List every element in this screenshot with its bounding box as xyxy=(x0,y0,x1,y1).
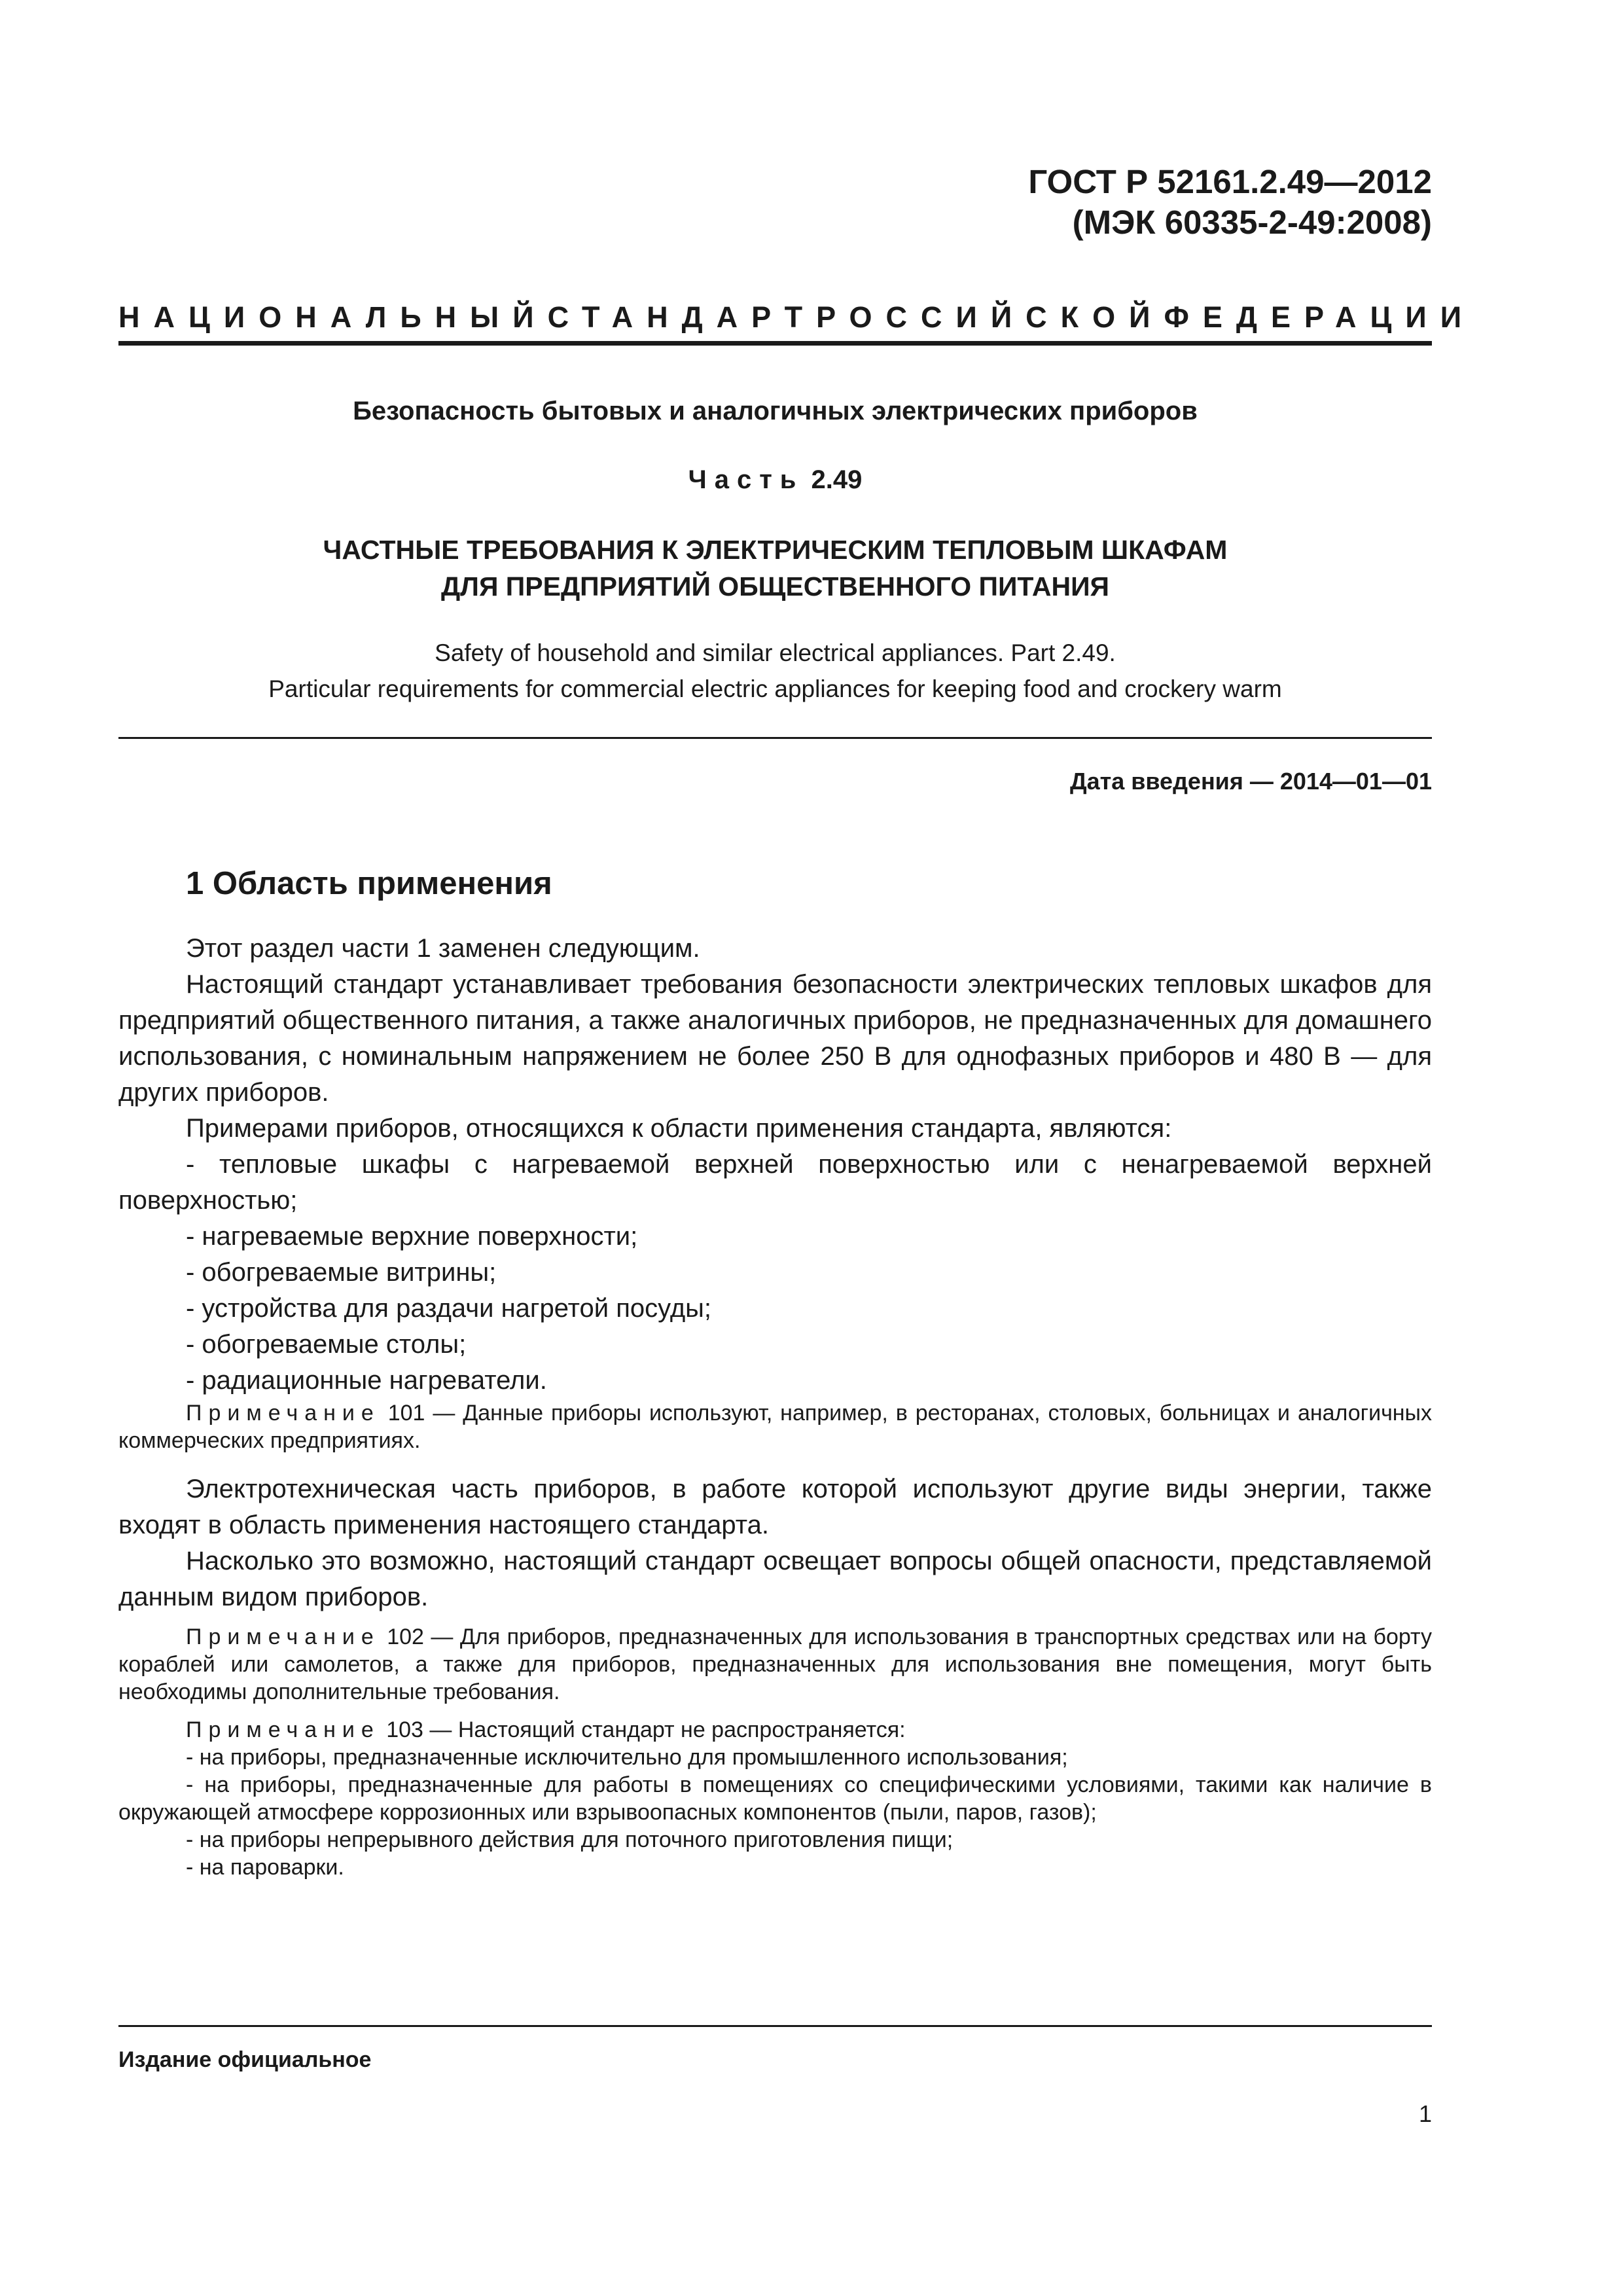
paragraph: Примерами приборов, относящихся к области применения стандарта, являются: xyxy=(186,1114,1172,1143)
banner-word: СТАНДАРТ xyxy=(547,300,817,334)
banner-word: РОССИЙСКОЙ xyxy=(816,300,1164,334)
note-list-item: - на приборы, предназначенные для работы в помещениях со специфическими условиями, такими как наличие в окружающей атмосфере коррозионных или взрывоопасных компонентов (пыли, паров, газов); xyxy=(118,1772,1432,1825)
english-title xyxy=(118,635,1432,707)
banner-rule xyxy=(118,341,1432,346)
note-list-item: - на пароварки. xyxy=(186,1855,344,1880)
paragraph: Электротехническая часть приборов, в работе которой используют другие виды энергии, также входят в область применения настоящего стандарта. xyxy=(118,1475,1432,1539)
section-body-part2 xyxy=(118,1471,1432,1615)
section-body-part1 xyxy=(118,931,1432,1399)
note-text: 101 — Данные приборы используют, например, в ресторанах, столовых, больницах и аналогичных коммерческих предприятиях. xyxy=(118,1401,1432,1453)
footer-rule xyxy=(118,2025,1432,2027)
particular-title-line1: ЧАСТНЫЕ ТРЕБОВАНИЯ К ЭЛЕКТРИЧЕСКИМ ТЕПЛОВЫМ ШКАФАМ xyxy=(323,535,1228,565)
note-101 xyxy=(118,1399,1432,1454)
part-word: Часть xyxy=(688,465,804,494)
list-item: - нагреваемые верхние поверхности; xyxy=(186,1222,638,1251)
banner-word: НАЦИОНАЛЬНЫЙ xyxy=(118,300,548,334)
list-item: - радиационные нагреватели. xyxy=(186,1366,547,1395)
paragraph: Насколько это возможно, настоящий стандарт освещает вопросы общей опасности, представляемой данным видом приборов. xyxy=(118,1547,1432,1611)
banner-word: ФЕДЕРАЦИИ xyxy=(1164,300,1476,334)
paragraph: Этот раздел части 1 заменен следующим. xyxy=(186,934,700,963)
particular-title-line2: ДЛЯ ПРЕДПРИЯТИЙ ОБЩЕСТВЕННОГО ПИТАНИЯ xyxy=(440,571,1110,601)
part-title xyxy=(118,463,1432,496)
iec-number: (МЭК 60335-2-49:2008) xyxy=(1072,204,1432,241)
note-103 xyxy=(118,1716,1432,1881)
introduction-date: Дата введения — 2014—01—01 xyxy=(1069,768,1432,795)
note-label: Примечание xyxy=(186,1624,380,1649)
note-label: Примечание xyxy=(186,1717,380,1742)
particular-title xyxy=(118,531,1432,605)
note-text: 103 — Настоящий стандарт не распространяется: xyxy=(380,1717,906,1742)
english-title-line2: Particular requirements for commercial electric appliances for keeping food and crockery warm xyxy=(268,675,1282,702)
list-item: - устройства для раздачи нагретой посуды; xyxy=(186,1294,712,1323)
note-label: Примечание xyxy=(186,1401,380,1426)
page-number: 1 xyxy=(1418,2100,1432,2127)
general-title: Безопасность бытовых и аналогичных электрических приборов xyxy=(353,397,1198,425)
list-item: - обогреваемые витрины; xyxy=(186,1258,497,1287)
standard-number: ГОСТ Р 52161.2.49—2012 xyxy=(1028,163,1432,200)
edition-label: Издание официальное xyxy=(118,2047,372,2072)
note-list-item: - на приборы, предназначенные исключительно для промышленного использования; xyxy=(186,1745,1068,1770)
section-heading: 1 Область применения xyxy=(186,866,552,901)
note-list-item: - на приборы непрерывного действия для поточного приготовления пищи; xyxy=(186,1827,954,1852)
list-item: - обогреваемые столы; xyxy=(186,1330,467,1359)
part-number: 2.49 xyxy=(811,465,863,494)
list-item: - тепловые шкафы с нагреваемой верхней поверхностью или с ненагреваемой верхней поверхностью; xyxy=(118,1150,1432,1215)
paragraph: Настоящий стандарт устанавливает требования безопасности электрических тепловых шкафов для предприятий общественного питания, а также аналогичных приборов, не предназначенных для домашнего использования, с номинальным напряжением не более 250 В для однофазных приборов и 480 В — для других приборов. xyxy=(118,970,1432,1107)
english-title-line1: Safety of household and similar electrical appliances. Part 2.49. xyxy=(435,639,1116,666)
note-102 xyxy=(118,1623,1432,1706)
national-standard-banner xyxy=(118,300,1476,335)
title-rule xyxy=(118,737,1432,739)
note-text: 102 — Для приборов, предназначенных для использования в транспортных средствах или на борту кораблей или самолетов, а также для приборов, предназначенных для использования вне помещения, могут быть необходимы дополнительные требования. xyxy=(118,1624,1432,1704)
standard-number-block xyxy=(1028,162,1432,243)
